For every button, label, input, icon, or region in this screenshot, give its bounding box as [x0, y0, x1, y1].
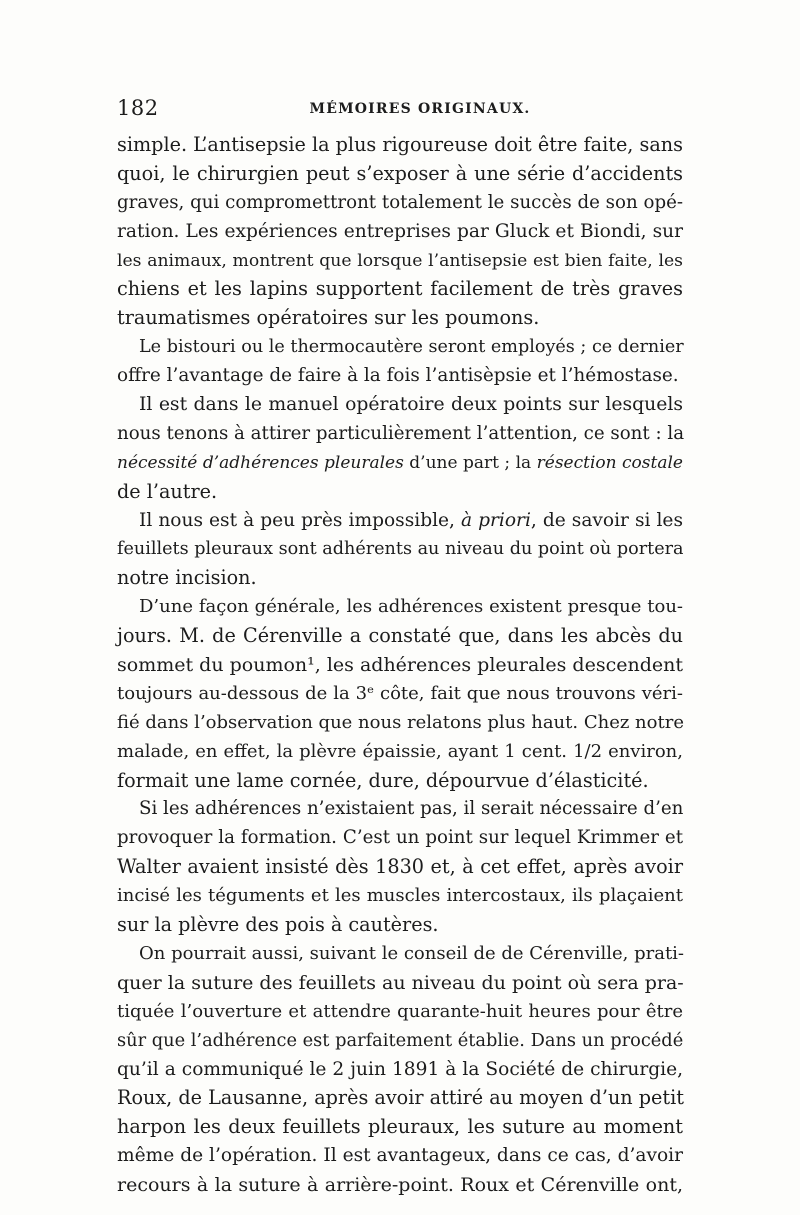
running-head: MÉMOIRES ORIGINAUX. [309, 101, 531, 117]
italic-term: résection costale [536, 452, 683, 473]
text-line: malade, en effet, la plèvre épaissie, ayant 1 cent. 1/2 environ, [117, 740, 683, 762]
text-line: Walter avaient insisté dès 1830 et, à cet effet, après avoir [117, 855, 683, 879]
text-line: On pourrait aussi, suivant le conseil de de Cérenville, prati- [139, 942, 685, 964]
text-line: notre incision. [117, 566, 257, 590]
text-line: Roux, de Lausanne, après avoir attiré au moyen d’un petit [117, 1086, 684, 1110]
text-line: fié dans l’observation que nous relatons plus haut. Chez notre [117, 711, 684, 733]
italic-term: à priori [461, 509, 531, 531]
text-line: provoquer la formation. C’est un point sur lequel Krimmer et [117, 827, 683, 849]
text-line: les animaux, montrent que lorsque l’antisepsie est bien faite, les [117, 250, 683, 271]
page-header [117, 96, 683, 126]
page-number: 182 [117, 96, 159, 120]
text-line: toujours au-dessous de la 3ᵉ côte, fait que nous trouvons véri- [117, 682, 683, 704]
text-line: harpon les deux feuillets pleuraux, les suture au moment [117, 1115, 683, 1139]
text-line: D’une façon générale, les adhérences existent presque tou- [139, 596, 683, 618]
italic-term: nécessité d’adhérences pleurales [117, 452, 404, 473]
text-line: traumatismes opératoires sur les poumons. [117, 306, 540, 330]
text-line: offre l’avantage de faire à la fois l’antisèpsie et l’hémostase. [117, 365, 679, 387]
text-line: quoi, le chirurgien peut s’exposer à une série d’accidents [117, 161, 683, 185]
text-line: incisé les téguments et les muscles intercostaux, ils plaçaient [117, 885, 683, 907]
text-line: Si les adhérences n’existaient pas, il serait nécessaire d’en [139, 798, 684, 820]
body-text [117, 131, 683, 1200]
text-line: Il nous est à peu près impossible, à priori, de savoir si les [139, 509, 683, 531]
text-line: formait une lame cornée, dure, dépourvue d’élasticité. [117, 768, 649, 792]
text-line: Il est dans le manuel opératoire deux points sur lesquels [139, 394, 683, 416]
text-line: même de l’opération. Il est avantageux, dans ce cas, d’avoir [117, 1145, 683, 1167]
text-line: nécessité d’adhérences pleurales d’une part ; la résection costale [117, 452, 683, 473]
text-line: nous tenons à attirer particulièrement l’attention, ce sont : la [117, 422, 685, 444]
text-line: qu’il a communiqué le 2 juin 1891 à la Société de chirurgie, [117, 1058, 683, 1080]
text-line: Le bistouri ou le thermocautère seront employés ; ce dernier [139, 337, 684, 358]
text-line: jours. M. de Cérenville a constaté que, dans les abcès du [117, 624, 683, 648]
text-line: sûr que l’adhérence est parfaitement établie. Dans un procédé [117, 1029, 684, 1051]
text-line: sur la plèvre des pois à cautères. [117, 913, 439, 937]
text-line: chiens et les lapins supportent facilement de très graves [117, 277, 683, 301]
text-line: tiquée l’ouverture et attendre quarante-huit heures pour être [117, 1000, 683, 1022]
text-line: recours à la suture à arrière-point. Roux et Cérenville ont, [117, 1174, 683, 1197]
text-line: ration. Les expériences entreprises par Gluck et Biondi, sur [117, 220, 683, 242]
text-line: feuillets pleuraux sont adhérents au niveau du point où portera [117, 539, 684, 560]
text-line: de l’autre. [117, 479, 218, 503]
text-line: sommet du poumon¹, les adhérences pleurales descendent [117, 654, 683, 677]
text-line: quer la suture des feuillets au niveau du point où sera pra- [117, 971, 684, 994]
text-line: graves, qui compromettront totalement le succès de son opé- [117, 191, 683, 213]
text-line: simple. L’antisepsie la plus rigoureuse doit être faite, sans [117, 133, 683, 156]
